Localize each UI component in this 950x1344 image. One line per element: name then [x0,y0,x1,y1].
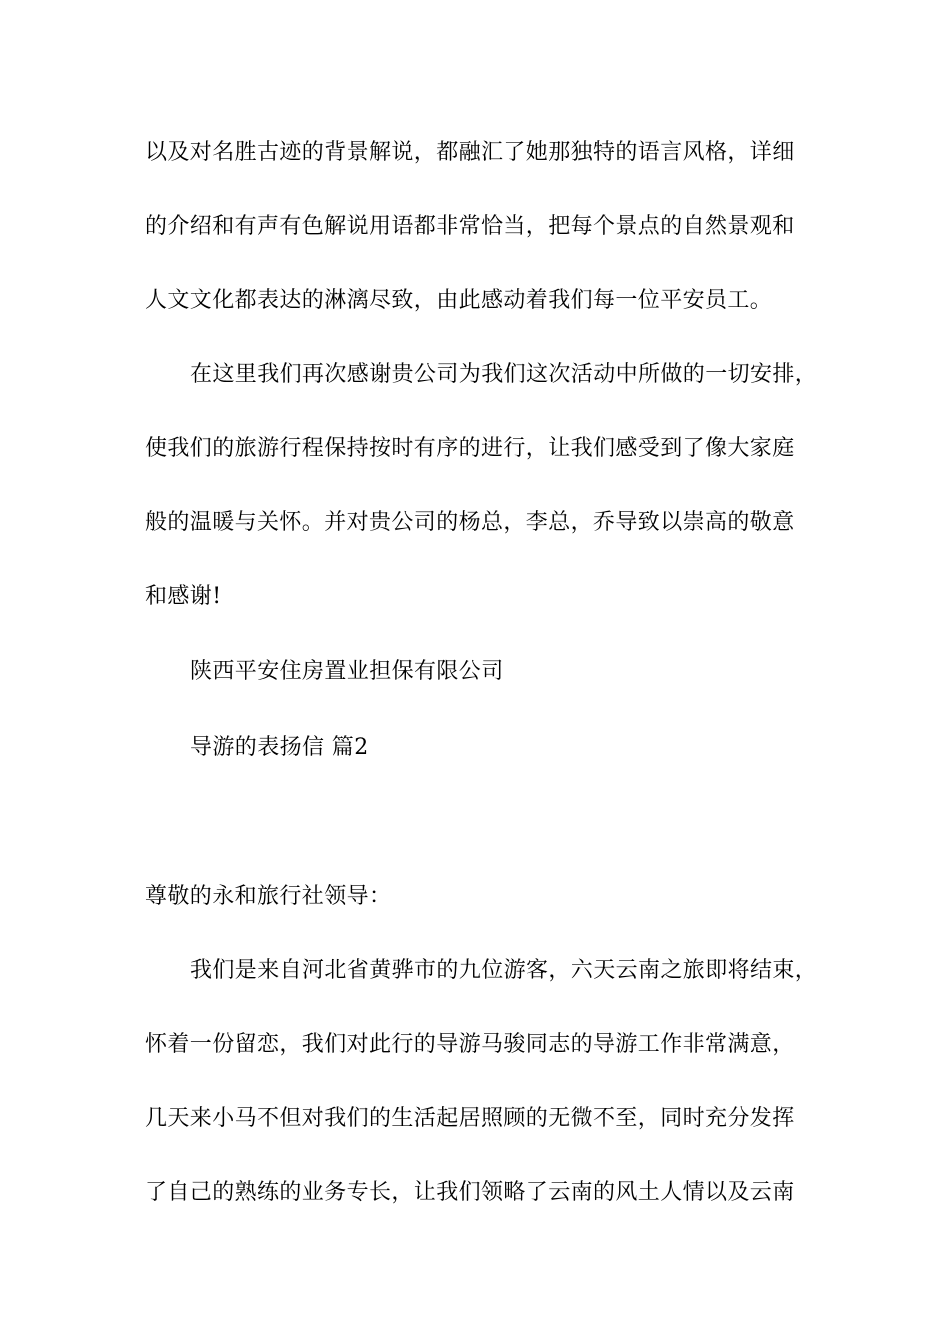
paragraph-line: 般的温暖与关怀。并对贵公司的杨总，李总，乔导致以崇高的敬意 [145,510,795,535]
salutation: 尊敬的永和旅行社领导： [145,884,392,909]
paragraph-line: 使我们的旅游行程保持按时有序的进行，让我们感受到了像大家庭 [145,436,795,461]
paragraph-line: 几天来小马不但对我们的生活起居照顾的无微不至，同时充分发挥 [145,1106,795,1131]
paragraph-line: 的介绍和有声有色解说用语都非常恰当，把每个景点的自然景观和 [145,214,795,239]
section-heading: 导游的表扬信 篇2 [190,735,369,760]
paragraph-line: 人文文化都表达的淋漓尽致，由此感动着我们每一位平安员工。 [145,288,773,313]
paragraph-line: 怀着一份留恋，我们对此行的导游马骏同志的导游工作非常满意， [145,1032,795,1057]
paragraph-line: 了自己的熟练的业务专长，让我们领略了云南的风土人情以及云南 [145,1180,795,1205]
paragraph-line: 在这里我们再次感谢贵公司为我们这次活动中所做的一切安排， [190,362,818,387]
signature-company: 陕西平安住房置业担保有限公司 [190,659,504,684]
paragraph-line: 以及对名胜古迹的背景解说，都融汇了她那独特的语言风格，详细 [145,140,795,165]
paragraph-line: 和感谢! [145,584,222,609]
paragraph-line: 我们是来自河北省黄骅市的九位游客，六天云南之旅即将结束， [190,958,818,983]
